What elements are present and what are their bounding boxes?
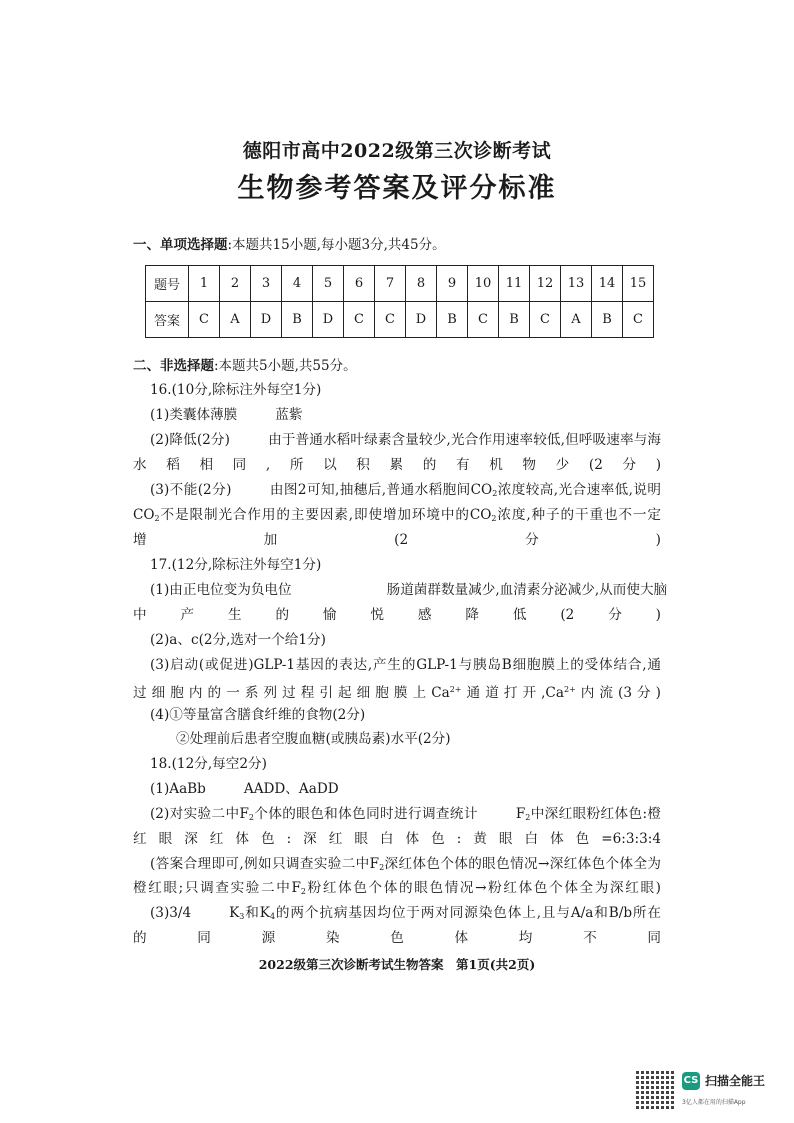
document-subtitle: 生物参考答案及评分标准 bbox=[237, 173, 557, 204]
answer-text: (2)a、c(2分,选对一个给1分) bbox=[150, 632, 326, 648]
question-number-row bbox=[146, 266, 654, 302]
section-1-label: 一、单项选择题 bbox=[133, 237, 228, 253]
row-label: 题号 bbox=[146, 266, 189, 302]
answer-text: (3)启动(或促进)GLP-1基因的表达,产生的GLP-1与胰岛B细胞膜上的受体结合,通 bbox=[150, 657, 661, 673]
answer-line bbox=[150, 855, 661, 877]
superscript: 2+ bbox=[563, 685, 576, 694]
answer-cell: B bbox=[282, 302, 313, 338]
answer-text: 的同源染色体均不同 bbox=[133, 930, 661, 946]
answer-text: 17.(12分,除标注外每空1分) bbox=[150, 557, 322, 573]
answer-line bbox=[133, 506, 661, 528]
answer-line bbox=[133, 606, 661, 624]
answer-text: CO bbox=[133, 507, 155, 523]
section-2-label: 二、非选择题 bbox=[133, 358, 214, 374]
section-2-desc: :本题共5小题,共55分。 bbox=[214, 358, 357, 374]
question-number-cell: 4 bbox=[282, 266, 313, 302]
answer-text: (4)①等量富含膳食纤维的食物(2分) bbox=[150, 707, 366, 723]
subscript: 2 bbox=[525, 813, 531, 822]
answer-table bbox=[145, 265, 654, 338]
camscanner-logo: CS bbox=[682, 1072, 700, 1090]
answer-text: (3)不能(2分) bbox=[150, 482, 232, 498]
answer-text: 水稻相同,所以积累的有机物少(2分) bbox=[133, 457, 661, 473]
answer-cell: A bbox=[561, 302, 592, 338]
answer-line bbox=[150, 631, 326, 649]
answer-cell: D bbox=[251, 302, 282, 338]
question-number-cell: 11 bbox=[499, 266, 530, 302]
answer-text: 蓝紫 bbox=[275, 407, 303, 423]
answer-cell: C bbox=[623, 302, 654, 338]
answer-line bbox=[150, 581, 668, 599]
question-number-cell: 6 bbox=[344, 266, 375, 302]
answer-line bbox=[133, 456, 661, 474]
page-footer: 2022级第三次诊断考试生物答案 第1页(共2页) bbox=[258, 957, 536, 972]
answer-text: 的两个抗病基因均位于两对同源染色体上,且与A/a和B/b所在 bbox=[275, 905, 662, 921]
answer-text: 浓度,种子的干重也不一定 bbox=[496, 507, 661, 523]
answer-line bbox=[150, 780, 339, 798]
answer-line bbox=[133, 929, 661, 947]
section-1-heading bbox=[133, 233, 446, 253]
question-number-cell: 8 bbox=[406, 266, 437, 302]
answer-text: (3)3/4 bbox=[150, 905, 192, 921]
answer-text: 肠道菌群数量减少,血清素分泌减少,从而使大脑 bbox=[386, 582, 668, 598]
section-2-heading bbox=[133, 354, 357, 374]
answer-text: 浓度较高,光合速率低,说明 bbox=[497, 482, 661, 498]
answer-line bbox=[133, 879, 661, 901]
answer-text: 通道打开,Ca bbox=[461, 685, 564, 701]
answer-text: (1)AaBb bbox=[150, 781, 206, 797]
answer-line bbox=[150, 904, 661, 926]
answer-text: ②处理前后患者空腹血糖(或胰岛素)水平(2分) bbox=[176, 731, 451, 747]
answer-line bbox=[150, 755, 267, 773]
answer-cell: C bbox=[189, 302, 220, 338]
answer-cell: B bbox=[592, 302, 623, 338]
question-number-cell: 1 bbox=[189, 266, 220, 302]
answer-row bbox=[146, 302, 654, 338]
answer-cell: B bbox=[437, 302, 468, 338]
answer-text: 深红体色个体的眼色情况→深红体色个体全为 bbox=[384, 856, 661, 872]
document-title: 德阳市高中2022级第三次诊断考试 bbox=[242, 140, 552, 162]
answer-line bbox=[150, 406, 302, 424]
answer-text: 16.(10分,除标注外每空1分) bbox=[150, 382, 322, 398]
qr-code bbox=[636, 1071, 674, 1109]
camscanner-name: 扫描全能王 bbox=[705, 1074, 766, 1088]
subscript: 2 bbox=[491, 514, 497, 523]
answer-line bbox=[133, 830, 661, 848]
superscript: 2+ bbox=[449, 685, 462, 694]
subscript: 2 bbox=[154, 514, 160, 523]
answer-text: 18.(12分,每空2分) bbox=[150, 756, 267, 772]
answer-line bbox=[150, 656, 661, 674]
answer-text: 个体的眼色和体色同时进行调查统计 bbox=[253, 806, 478, 822]
question-number-cell: 14 bbox=[592, 266, 623, 302]
answer-text: 由图2可知,抽穗后,普通水稻胞间CO bbox=[269, 482, 493, 498]
question-number-cell: 13 bbox=[561, 266, 592, 302]
subscript: 2 bbox=[248, 813, 254, 822]
answer-cell: D bbox=[406, 302, 437, 338]
answer-text: (1)由正电位变为负电位 bbox=[150, 582, 292, 598]
answer-text: (1)类囊体薄膜 bbox=[150, 407, 238, 423]
answer-text: 内流(3分) bbox=[575, 685, 661, 701]
question-number-cell: 15 bbox=[623, 266, 654, 302]
answer-text: 不是限制光合作用的主要因素,即使增加环境中的CO bbox=[159, 507, 492, 523]
answer-text: (2)对实验二中F bbox=[150, 806, 249, 822]
answer-cell: C bbox=[344, 302, 375, 338]
section-1-desc: :本题共15小题,每小题3分,共45分。 bbox=[227, 237, 446, 253]
answer-text: 粉红体色个体的眼色情况→粉红体色个体全为深红眼) bbox=[306, 880, 661, 896]
answer-line bbox=[150, 805, 661, 827]
subscript: 3 bbox=[239, 912, 245, 921]
answer-text: 红眼深红体色:深红眼白体色:黄眼白体色=6:3:3:4 bbox=[133, 831, 661, 847]
answer-line bbox=[150, 431, 661, 449]
subscript: 4 bbox=[269, 912, 276, 921]
subscript: 2 bbox=[492, 489, 498, 498]
answer-text: 橙红眼;只调查实验二中F bbox=[133, 880, 301, 896]
question-number-cell: 5 bbox=[313, 266, 344, 302]
answer-line bbox=[133, 681, 661, 702]
answer-cell: A bbox=[220, 302, 251, 338]
answer-text: (2)降低(2分) bbox=[150, 432, 230, 448]
question-number-cell: 3 bbox=[251, 266, 282, 302]
answer-cell: C bbox=[468, 302, 499, 338]
answer-line bbox=[133, 531, 661, 549]
question-number-cell: 12 bbox=[530, 266, 561, 302]
answer-cell: C bbox=[375, 302, 406, 338]
answer-text: AADD、AaDD bbox=[243, 781, 339, 797]
answer-text: 中产生的愉悦感降低(2分) bbox=[133, 607, 661, 623]
answer-text: 过细胞内的一系列过程引起细胞膜上Ca bbox=[133, 685, 450, 701]
answer-text: (答案合理即可,例如只调查实验二中F bbox=[150, 856, 380, 872]
row-label: 答案 bbox=[146, 302, 189, 338]
camscanner-tagline: 3亿人都在用的扫描App bbox=[682, 1099, 746, 1106]
question-number-cell: 9 bbox=[437, 266, 468, 302]
answer-line bbox=[150, 381, 321, 399]
answer-cell: B bbox=[499, 302, 530, 338]
question-number-cell: 2 bbox=[220, 266, 251, 302]
answer-line bbox=[176, 730, 451, 748]
answer-line bbox=[150, 481, 661, 503]
answer-cell: C bbox=[530, 302, 561, 338]
answer-line bbox=[150, 556, 321, 574]
answer-text: 增加(2分) bbox=[133, 532, 661, 548]
answer-cell: D bbox=[313, 302, 344, 338]
answer-text: 和K bbox=[244, 905, 270, 921]
question-number-cell: 10 bbox=[468, 266, 499, 302]
subscript: 2 bbox=[300, 887, 307, 896]
question-number-cell: 7 bbox=[375, 266, 406, 302]
answer-text: F bbox=[515, 806, 526, 822]
answer-text: 由于普通水稻叶绿素含量较少,光合作用速率较低,但呼吸速率与海 bbox=[267, 432, 662, 448]
subscript: 2 bbox=[379, 863, 385, 872]
answer-line bbox=[150, 706, 365, 724]
answer-text: 中深红眼粉红体色:橙 bbox=[530, 806, 661, 822]
answer-text: K bbox=[229, 905, 240, 921]
